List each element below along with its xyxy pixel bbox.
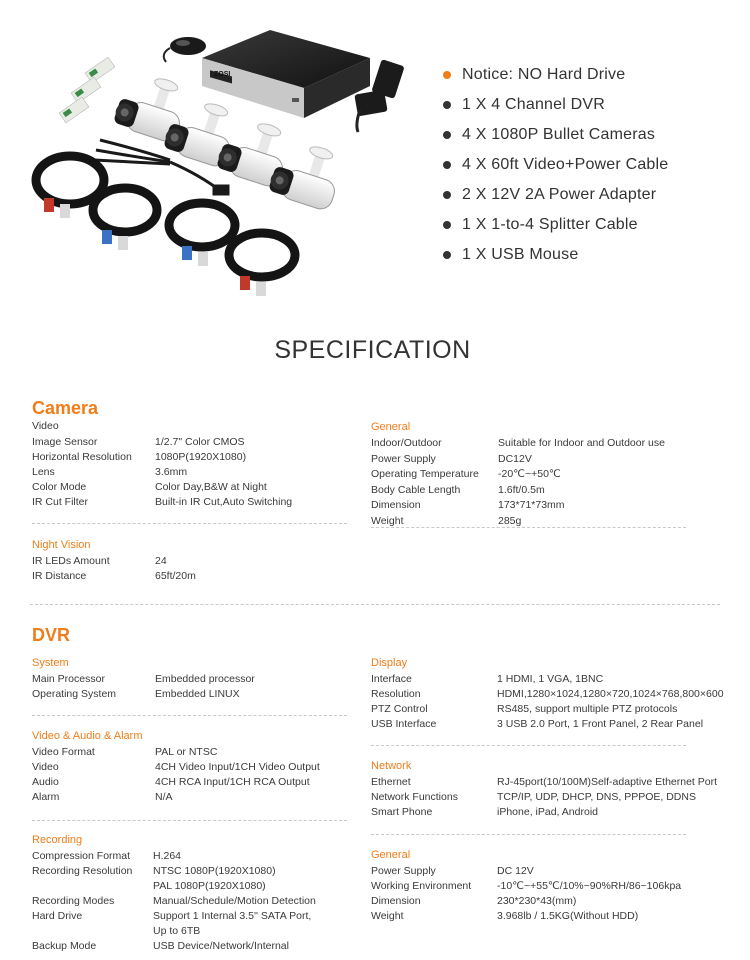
notice-label: 1 X USB Mouse — [462, 246, 579, 263]
spec-value: 65ft/20m — [155, 570, 196, 582]
spec-value: RS485, support multiple PTZ protocols — [497, 703, 678, 715]
night-vision-group-title: Night Vision — [32, 539, 91, 551]
notice-label: Notice: NO Hard Drive — [462, 66, 626, 83]
brand-logo: ZOSI — [214, 71, 231, 78]
stickers-icon — [59, 57, 115, 123]
spec-value: Color Day,B&W at Night — [155, 481, 267, 493]
camera-general-table — [371, 436, 741, 528]
spec-key: Power Supply — [371, 452, 436, 465]
spec-value: Manual/Schedule/Motion Detection — [153, 895, 316, 907]
spec-value: 24 — [155, 555, 167, 567]
display-group-title: Display — [371, 657, 408, 669]
spec-value: Suitable for Indoor and Outdoor use — [498, 437, 665, 449]
spec-value: DC12V — [498, 452, 532, 465]
spec-key: Horizontal Resolution — [32, 451, 132, 463]
spec-key: Weight — [371, 910, 404, 922]
divider — [32, 820, 347, 821]
spec-value: Up to 6TB — [153, 925, 201, 937]
notice-item — [440, 240, 740, 270]
spec-key: Dimension — [371, 895, 421, 907]
network-group-title: Network — [371, 760, 412, 772]
dvr-general-table — [371, 864, 746, 926]
spec-value: 1080P(1920X1080) — [155, 451, 247, 463]
night-vision-table — [32, 554, 362, 586]
spec-value: PAL or NTSC — [155, 746, 218, 758]
notice-label: 4 X 1080P Bullet Cameras — [462, 126, 656, 143]
package-contents-list — [440, 60, 740, 270]
spec-value: PAL 1080P(1920X1080) — [153, 880, 266, 892]
spec-key: IR LEDs Amount — [32, 555, 110, 567]
notice-item — [440, 180, 740, 210]
bullet-dot-icon — [443, 251, 451, 259]
notice-item — [440, 120, 740, 150]
spec-key: Body Cable Length — [371, 483, 461, 496]
divider — [371, 745, 686, 746]
spec-value: 3.968lb / 1.5KG(Without HDD) — [497, 910, 639, 922]
spec-key: Backup Mode — [32, 940, 97, 952]
notice-item — [440, 90, 740, 120]
spec-key: Audio — [32, 776, 59, 788]
dvr-general-group-title: General — [371, 849, 411, 861]
product-image — [0, 0, 420, 305]
notice-item — [440, 60, 740, 90]
section-divider — [30, 604, 720, 605]
spec-value: USB Device/Network/Internal — [153, 940, 289, 952]
divider — [371, 834, 686, 835]
spec-value: Embedded LINUX — [155, 688, 240, 700]
dvr-recorder-icon — [202, 30, 370, 118]
spec-key: Hard Drive — [32, 910, 83, 922]
spec-value: 173*71*73mm — [498, 499, 565, 511]
specification-title: SPECIFICATION — [274, 336, 471, 364]
usb-mouse-icon — [164, 37, 206, 62]
spec-value: HDMI,1280×1024,1280×720,1024×768,800×600 — [497, 688, 724, 700]
bullet-dot-icon — [443, 71, 451, 79]
spec-value: H.264 — [153, 850, 182, 862]
spec-key: PTZ Control — [371, 703, 428, 715]
spec-key: Network Functions — [371, 791, 458, 803]
spec-value: 285g — [498, 514, 522, 527]
spec-key: Image Sensor — [32, 436, 98, 448]
spec-key: Dimension — [371, 499, 421, 511]
spec-key: Recording Resolution — [32, 865, 133, 877]
spec-key: Operating Temperature — [371, 468, 479, 480]
spec-value: 1 HDMI, 1 VGA, 1BNC — [497, 673, 604, 685]
divider — [32, 715, 347, 716]
display-table — [371, 672, 746, 734]
spec-value: 1.6ft/0.5m — [498, 483, 545, 496]
spec-value: iPhone, iPad, Android — [497, 806, 598, 818]
spec-key: Interface — [371, 673, 412, 685]
spec-key: Compression Format — [32, 850, 131, 862]
spec-key: Operating System — [32, 688, 117, 700]
divider — [371, 527, 686, 528]
camera-video-group-title: Video — [32, 420, 59, 432]
camera-general-group-title: General — [371, 421, 411, 433]
spec-key: Indoor/Outdoor — [371, 437, 442, 449]
spec-key: Recording Modes — [32, 895, 115, 907]
camera-section-title: Camera — [32, 398, 99, 418]
spec-key: Power Supply — [371, 865, 436, 877]
recording-table — [32, 849, 362, 955]
recording-group-title: Recording — [32, 834, 83, 846]
notice-label: 1 X 4 Channel DVR — [462, 96, 606, 113]
spec-value: DC 12V — [497, 865, 534, 877]
network-table — [371, 775, 746, 822]
spec-value: Support 1 Internal 3.5'' SATA Port, — [153, 910, 312, 922]
spec-key: Color Mode — [32, 481, 87, 493]
spec-key: Working Environment — [371, 880, 472, 892]
spec-key: Main Processor — [32, 673, 105, 685]
spec-value: 3.6mm — [155, 466, 188, 478]
video-audio-alarm-table — [32, 745, 362, 807]
spec-key: Alarm — [32, 791, 60, 803]
dvr-section-title: DVR — [32, 625, 71, 645]
notice-label: 4 X 60ft Video+Power Cable — [462, 156, 669, 173]
bullet-dot-icon — [443, 191, 451, 199]
spec-value: Built-in IR Cut,Auto Switching — [155, 496, 293, 508]
spec-value: 4CH RCA Input/1CH RCA Output — [155, 776, 310, 788]
bullet-dot-icon — [443, 101, 451, 109]
divider — [32, 523, 347, 524]
system-group-title: System — [32, 657, 69, 669]
spec-key: Resolution — [371, 688, 421, 700]
spec-value: -20℃~+50℃ — [498, 468, 561, 480]
spec-value: N/A — [155, 791, 173, 803]
spec-value: TCP/IP, UDP, DHCP, DNS, PPPOE, DDNS — [497, 791, 696, 803]
notice-item — [440, 210, 740, 240]
notice-label: 2 X 12V 2A Power Adapter — [462, 186, 657, 203]
spec-key: IR Distance — [32, 570, 87, 582]
spec-value: 4CH Video Input/1CH Video Output — [155, 761, 320, 773]
bullet-dot-icon — [443, 161, 451, 169]
spec-key: Video — [32, 761, 59, 773]
system-table — [32, 672, 362, 704]
spec-key: IR Cut Filter — [32, 496, 89, 508]
camera-video-table — [32, 435, 362, 515]
video-audio-alarm-group-title: Video & Audio & Alarm — [32, 730, 143, 742]
spec-value: Embedded processor — [155, 673, 255, 685]
spec-key: Ethernet — [371, 776, 411, 788]
spec-key: Weight — [371, 514, 404, 527]
spec-value: 230*230*43(mm) — [497, 895, 577, 907]
spec-value: NTSC 1080P(1920X1080) — [153, 865, 276, 877]
spec-value: 1/2.7" Color CMOS — [155, 436, 245, 448]
spec-value: 3 USB 2.0 Port, 1 Front Panel, 2 Rear Panel — [497, 718, 704, 730]
bullet-dot-icon — [443, 131, 451, 139]
spec-key: Lens — [32, 466, 55, 478]
bullet-dot-icon — [443, 221, 451, 229]
notice-label: 1 X 1-to-4 Splitter Cable — [462, 216, 638, 233]
spec-key: Smart Phone — [371, 806, 433, 818]
spec-value: RJ-45port(10/100M)Self-adaptive Ethernet Port — [497, 776, 718, 788]
spec-key: Video Format — [32, 746, 95, 758]
spec-value: -10℃~+55℃/10%~90%RH/86~106kpa — [497, 880, 682, 892]
spec-key: USB Interface — [371, 718, 437, 730]
notice-item — [440, 150, 740, 180]
